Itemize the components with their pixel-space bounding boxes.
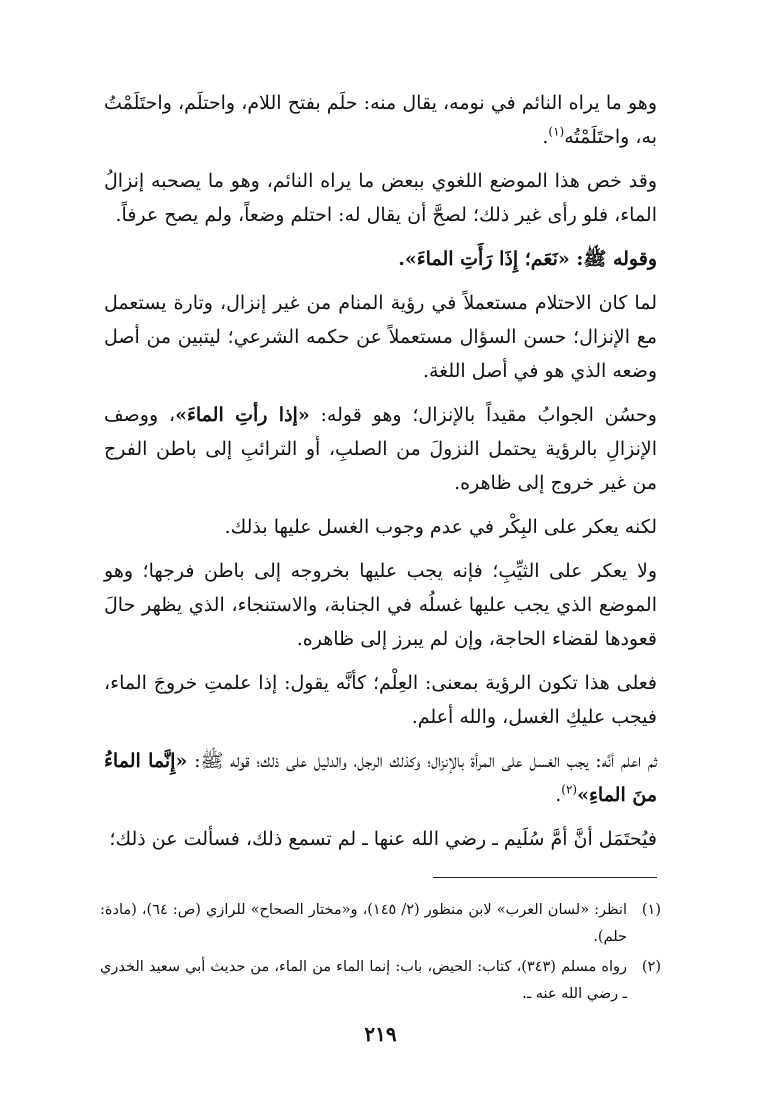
- paragraph-text: لما كان الاحتلام مستعملاً في رؤية المنام من غير إنزال، وتارة يستعمل مع الإنزال؛ حسن السؤال مستعملاً عن حكمه الشرعي؛ ليتبين من أصل وضعه الذي هو في أصل اللغة.: [104, 292, 657, 382]
- paragraph-text: ، ووصف الإنزالِ بالرؤية يحتمل النزولَ من الصلبِ، أو الترائبِ إلى باطن الفرج من غير خروج إلى ظاهره.: [104, 404, 657, 494]
- heading-lead: وقوله ﷺ:: [569, 248, 657, 270]
- paragraph-text: فعلى هذا تكون الرؤية بمعنى: العِلْم؛ كأنَّه يقول: إذا علمتِ خروجَ الماء، فيجب عليكِ الغسل، والله أعلم.: [104, 672, 657, 728]
- footnotes: [100, 897, 661, 1011]
- footnote-number: (١): [641, 902, 661, 918]
- hadith-heading: [104, 242, 657, 276]
- paragraph: [104, 554, 657, 656]
- paragraph: [104, 666, 657, 734]
- heading-punctuation: .: [398, 248, 405, 270]
- paragraph: [104, 822, 657, 856]
- paragraph-punctuation: .: [542, 126, 549, 148]
- paragraph: [104, 86, 657, 154]
- paragraph: [104, 164, 657, 232]
- paragraph-text: ولا يعكر على الثيِّبِ؛ فإنه يجب عليها بخروجه إلى باطن فرجها؛ وهو الموضع الذي يجب عليها غسلُه في الجنابة، والاستنجاء، الذي يظهر حالَ قعودها لقضاء الحاجة، وإن لم يبرز إلى ظاهره.: [104, 560, 657, 650]
- footnote-reference: (١): [548, 124, 565, 139]
- hadith-quote: «إذا رأتِ الماءَ»: [175, 404, 310, 426]
- footnote-reference: (٢): [561, 782, 578, 797]
- footnote-number: (٢): [641, 959, 661, 975]
- paragraph-text: ثم اعلم أنَّه: يجب الغسل على المرأة بالإنزال؛ وكذلك الرجل، والدليل على ذلك؛ قوله ﷺ:: [187, 750, 658, 772]
- paragraph-punctuation: .: [555, 784, 562, 806]
- paragraph-text: وحسُن الجوابُ مقيداً بالإنزال؛ وهو قوله:: [309, 404, 657, 426]
- main-text: [104, 86, 657, 866]
- paragraph-text: فيُحتَمَل أنَّ أمَّ سُلَيم ـ رضي الله عنها ـ لم تسمع ذلك، فسألت عن ذلك؛: [109, 828, 657, 850]
- paragraph-text: وقد خص هذا الموضع اللغوي ببعض ما يراه النائم، وهو ما يصحبه إنزالُ الماء، فلو رأى غير ذلك؛ لصحَّ أن يقال له: احتلم وضعاً، ولم يصح عرفاً.: [104, 170, 657, 226]
- footnote-text: رواه مسلم (٣٤٣)، كتاب: الحيض، باب: إنما الماء من الماء، من حديث أبي سعيد الخدري ـ رضي الله عنه ـ.: [100, 959, 627, 1002]
- paragraph: [104, 510, 657, 544]
- hadith-quote: «نَعَم؛ إِذَا رَأَتِ الماءَ»: [404, 248, 570, 270]
- footnote-divider: [433, 877, 657, 878]
- footnote-text: انظر: «لسان العرب» لابن منظور (٢/ ١٤٥)، و«مختار الصحاح» للرازي (ص: ٦٤)، (مادة: حلم).: [100, 902, 627, 945]
- paragraph-text: لكنه يعكر على البِكْر في عدم وجوب الغسل عليها بذلك.: [224, 516, 657, 538]
- paragraph: [104, 398, 657, 500]
- hadith-quote: «إِنَّما الماءُ منَ الماءِ»: [104, 750, 657, 806]
- paragraph-text: وهو ما يراه النائم في نومه، يقال منه: حلَم بفتح اللام، واحتلَم، واحتَلَمْتُ به، واحتَلَمْتُه: [104, 92, 657, 148]
- footnote: [100, 897, 661, 951]
- page-number: ٢١٩: [364, 1022, 397, 1046]
- paragraph: [104, 744, 657, 812]
- footnote: [100, 954, 661, 1008]
- paragraph: [104, 286, 657, 388]
